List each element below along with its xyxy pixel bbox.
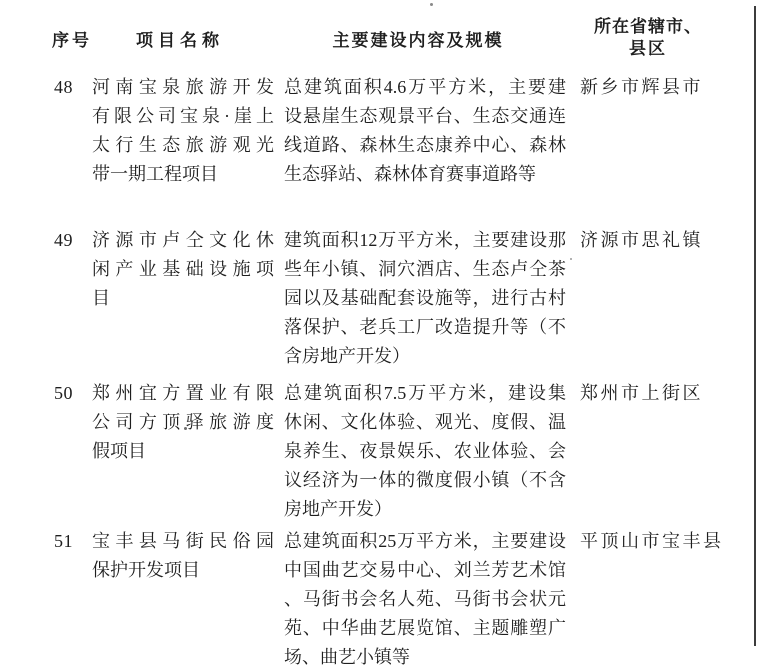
- column-gap: [566, 379, 580, 524]
- text-line: 休闲、文化体验、观光、度假、温: [284, 412, 566, 432]
- text-line: 有限公司宝泉·崖上: [92, 106, 274, 126]
- column-header-number: 序号: [52, 31, 92, 50]
- project-name-cell: [92, 379, 274, 524]
- text-line: 线道路、森林生态康养中心、森林: [284, 135, 566, 155]
- column-gap: [274, 379, 284, 524]
- project-name-cell: [92, 527, 274, 672]
- table-row: [54, 379, 751, 524]
- row-number-cell: 51: [54, 531, 73, 551]
- region-cell: 平顶山市宝丰县: [580, 531, 724, 551]
- text-line: 含房地产开发）: [284, 346, 410, 366]
- column-header-region: [594, 16, 702, 60]
- text-line: 闲产业基础设施项: [92, 259, 274, 279]
- text-line: 些年小镇、洞穴酒店、生态卢仝茶: [284, 259, 566, 279]
- text-line: 场、曲艺小镇等: [284, 647, 410, 667]
- text-line: 议经济为一体的微度假小镇（不含: [284, 470, 566, 490]
- column-gap: [274, 73, 284, 189]
- region-cell: 新乡市辉县市: [580, 77, 703, 97]
- table-header-row: [0, 0, 754, 64]
- text-line: 保护开发项目: [92, 560, 200, 580]
- text-line: 泉养生、夜景娱乐、农业体验、会: [284, 441, 566, 461]
- text-line: 落保护、老兵工厂改造提升等（不: [284, 317, 566, 337]
- text-line: 假项目: [92, 441, 146, 461]
- text-line: 苑、中华曲艺展览馆、主题雕塑广: [284, 618, 566, 638]
- construction-content-cell: [284, 527, 566, 672]
- column-gap: [566, 73, 580, 189]
- text-line: 园以及基础配套设施等，进行古村: [284, 288, 566, 308]
- text-line: 带一期工程项目: [92, 164, 218, 184]
- text-line: 总建筑面积25万平方米，主要建设: [284, 531, 566, 551]
- text-line: 中国曲艺交易中心、刘兰芳艺术馆: [284, 560, 566, 580]
- text-line: 宝丰县马街民俗园: [92, 531, 274, 551]
- column-header-project-name: 项目名称: [136, 31, 224, 50]
- text-line: 目: [92, 288, 110, 308]
- text-line: 河南宝泉旅游开发: [92, 77, 274, 97]
- row-number-cell: 50: [54, 383, 73, 403]
- construction-content-cell: [284, 226, 566, 371]
- column-header-region-line2: 县区: [629, 39, 667, 58]
- column-gap: [566, 226, 580, 371]
- column-header-region-line1: 所在省辖市、: [594, 17, 702, 36]
- row-number-cell: 49: [54, 230, 73, 250]
- row-number-cell: 48: [54, 77, 73, 97]
- text-line: 郑州宜方置业有限: [92, 383, 274, 403]
- text-line: 、马街书会名人苑、马街书会状元: [284, 589, 566, 609]
- project-name-cell: [92, 226, 274, 371]
- table-row: [54, 73, 751, 189]
- column-gap: [274, 527, 284, 672]
- column-gap: [274, 226, 284, 371]
- text-line: 设悬崖生态观景平台、生态交通连: [284, 106, 566, 126]
- construction-content-cell: [284, 379, 566, 524]
- table-row: [54, 226, 751, 371]
- project-name-cell: [92, 73, 274, 189]
- text-line: 公司方顶驿旅游度: [92, 412, 274, 432]
- text-line: 房地产开发）: [284, 499, 392, 519]
- text-line: 济源市卢仝文化休: [92, 230, 274, 250]
- table-right-border-line: [754, 6, 756, 646]
- region-cell: 郑州市上街区: [580, 383, 703, 403]
- construction-content-cell: [284, 73, 566, 189]
- table-row: [54, 527, 751, 672]
- region-cell: 济源市思礼镇: [580, 230, 703, 250]
- text-line: 太行生态旅游观光: [92, 135, 274, 155]
- text-line: 总建筑面积7.5万平方米，建设集: [284, 383, 566, 403]
- text-line: 生态驿站、森林体育赛事道路等: [284, 164, 536, 184]
- column-gap: [566, 527, 580, 672]
- text-line: 总建筑面积4.6万平方米，主要建: [284, 77, 566, 97]
- column-header-construction-content: 主要建设内容及规模: [332, 31, 504, 50]
- text-line: 建筑面积12万平方米，主要建设那: [284, 230, 566, 250]
